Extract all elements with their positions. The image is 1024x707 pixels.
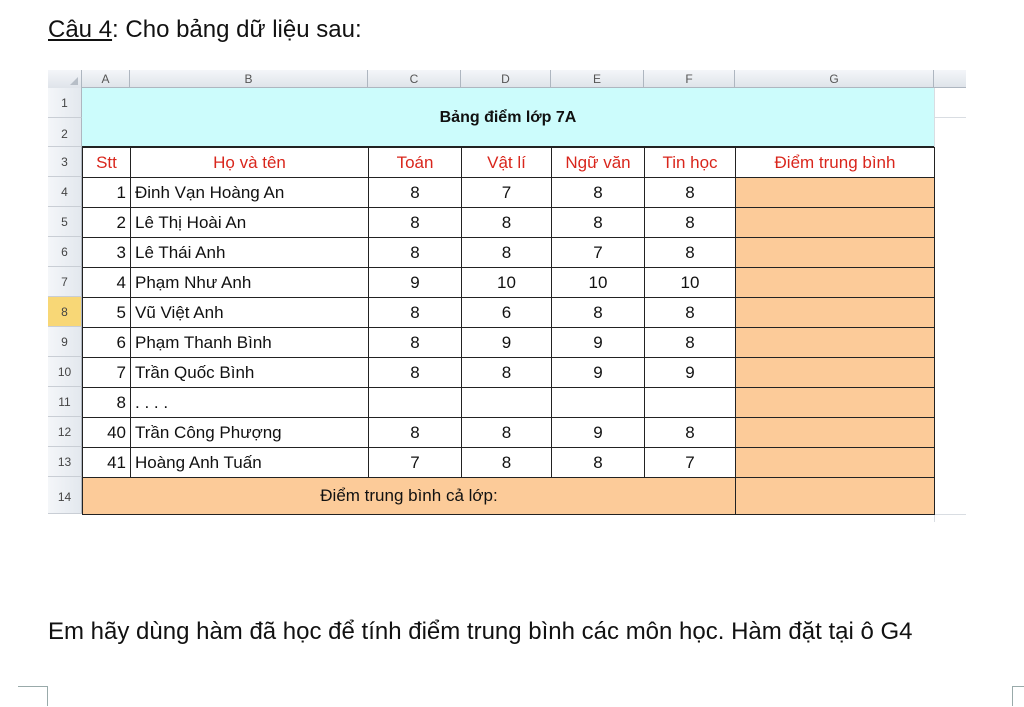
- sheet-title: Bảng điểm lớp 7A: [439, 109, 577, 126]
- header-average[interactable]: Điểm trung bình: [736, 148, 935, 178]
- cell-physics[interactable]: 10: [462, 268, 552, 298]
- row-header-10[interactable]: 10: [48, 357, 82, 387]
- instruction-text: Em hãy dùng hàm đã học để tính điểm trung bình các môn học. Hàm đặt tại ô G4: [48, 618, 913, 645]
- cell-physics[interactable]: 8: [462, 448, 552, 478]
- cell-math[interactable]: 8: [369, 238, 462, 268]
- question-text: : Cho bảng dữ liệu sau:: [112, 16, 362, 43]
- cell-informatics[interactable]: 8: [645, 208, 736, 238]
- row-header-5[interactable]: 5: [48, 207, 82, 237]
- cell-name[interactable]: Hoàng Anh Tuấn: [131, 448, 369, 478]
- table-row: [83, 238, 935, 268]
- cell-stt[interactable]: 4: [83, 268, 131, 298]
- cell-physics[interactable]: 9: [462, 328, 552, 358]
- table-row: [83, 328, 935, 358]
- row-header-12[interactable]: 12: [48, 417, 82, 447]
- cell-name[interactable]: . . . .: [131, 388, 369, 418]
- row-header-2[interactable]: 2: [48, 118, 82, 147]
- cell-informatics[interactable]: 7: [645, 448, 736, 478]
- column-header-d[interactable]: D: [461, 70, 551, 88]
- table-row: [83, 298, 935, 328]
- column-header-g[interactable]: G: [735, 70, 934, 88]
- cell-literature[interactable]: 9: [552, 328, 645, 358]
- cell-average[interactable]: [736, 418, 935, 448]
- cell-name[interactable]: Đinh Vạn Hoàng An: [131, 178, 369, 208]
- cell-literature[interactable]: 8: [552, 298, 645, 328]
- cell-math[interactable]: 8: [369, 208, 462, 238]
- cell-stt[interactable]: 41: [83, 448, 131, 478]
- cell-literature[interactable]: 9: [552, 358, 645, 388]
- table-row: [83, 418, 935, 448]
- row-header-11[interactable]: 11: [48, 387, 82, 417]
- cell-physics[interactable]: 8: [462, 208, 552, 238]
- cell-name[interactable]: Lê Thị Hoài An: [131, 208, 369, 238]
- cell-name[interactable]: Trần Công Phượng: [131, 418, 369, 448]
- table-row: [83, 268, 935, 298]
- cell-physics[interactable]: [462, 388, 552, 418]
- cell-physics[interactable]: 8: [462, 238, 552, 268]
- cell-stt[interactable]: 1: [83, 178, 131, 208]
- table-header-row: [83, 148, 935, 178]
- cell-stt[interactable]: 3: [83, 238, 131, 268]
- cell-informatics[interactable]: 8: [645, 298, 736, 328]
- cell-average[interactable]: [736, 388, 935, 418]
- column-header-c[interactable]: C: [368, 70, 461, 88]
- header-math[interactable]: Toán: [369, 148, 462, 178]
- header-name[interactable]: Họ và tên: [131, 148, 369, 178]
- row-header-9[interactable]: 9: [48, 327, 82, 357]
- header-informatics[interactable]: Tin học: [645, 148, 736, 178]
- cell-physics[interactable]: 7: [462, 178, 552, 208]
- page-corner-mark: [18, 686, 48, 706]
- table-row: [83, 208, 935, 238]
- cell-average[interactable]: [736, 358, 935, 388]
- cell-math[interactable]: [369, 388, 462, 418]
- cell-informatics[interactable]: 10: [645, 268, 736, 298]
- cell-stt[interactable]: 6: [83, 328, 131, 358]
- cell-math[interactable]: 8: [369, 178, 462, 208]
- cell-stt[interactable]: 8: [83, 388, 131, 418]
- cell-informatics[interactable]: 8: [645, 418, 736, 448]
- cell-average-g4[interactable]: [736, 178, 935, 208]
- table-row: [83, 388, 935, 418]
- row-header-8-selected[interactable]: 8: [48, 297, 82, 327]
- cell-average[interactable]: [736, 208, 935, 238]
- row-header-6[interactable]: 6: [48, 237, 82, 267]
- cell-informatics[interactable]: 8: [645, 238, 736, 268]
- table-row: [83, 448, 935, 478]
- cell-informatics[interactable]: [645, 388, 736, 418]
- cell-name[interactable]: Phạm Như Anh: [131, 268, 369, 298]
- cell-math[interactable]: 8: [369, 358, 462, 388]
- cell-informatics[interactable]: 8: [645, 328, 736, 358]
- cell-average[interactable]: [736, 268, 935, 298]
- column-header-e[interactable]: E: [551, 70, 644, 88]
- cell-informatics[interactable]: 9: [645, 358, 736, 388]
- cell-name[interactable]: Vũ Việt Anh: [131, 298, 369, 328]
- header-stt[interactable]: Stt: [83, 148, 131, 178]
- cell-average[interactable]: [736, 298, 935, 328]
- cell-average[interactable]: [736, 328, 935, 358]
- cell-name[interactable]: Phạm Thanh Bình: [131, 328, 369, 358]
- table-row: [83, 178, 935, 208]
- cell-math[interactable]: 8: [369, 298, 462, 328]
- cell-stt[interactable]: 2: [83, 208, 131, 238]
- spreadsheet: [48, 70, 966, 522]
- row-header-13[interactable]: 13: [48, 447, 82, 477]
- cell-name[interactable]: Lê Thái Anh: [131, 238, 369, 268]
- class-average-label[interactable]: Điểm trung bình cả lớp:: [83, 478, 736, 515]
- select-all-corner[interactable]: [48, 70, 82, 88]
- cell-average[interactable]: [736, 448, 935, 478]
- cell-math[interactable]: 8: [369, 418, 462, 448]
- cell-literature[interactable]: 8: [552, 208, 645, 238]
- cell-name[interactable]: Trần Quốc Bình: [131, 358, 369, 388]
- cell-literature[interactable]: 9: [552, 418, 645, 448]
- question-title: [48, 16, 362, 44]
- grade-table: [82, 147, 935, 515]
- cell-physics[interactable]: 6: [462, 298, 552, 328]
- row-header-3[interactable]: 3: [48, 147, 82, 177]
- cell-math[interactable]: 8: [369, 328, 462, 358]
- row-header-4[interactable]: 4: [48, 177, 82, 207]
- row-header-14[interactable]: 14: [48, 477, 82, 514]
- class-average-cell[interactable]: [736, 478, 935, 515]
- table-row: [83, 358, 935, 388]
- cell-literature[interactable]: [552, 388, 645, 418]
- page-corner-mark: [1012, 686, 1024, 706]
- cell-physics[interactable]: 8: [462, 418, 552, 448]
- cell-literature[interactable]: 8: [552, 178, 645, 208]
- cell-physics[interactable]: 8: [462, 358, 552, 388]
- cell-stt[interactable]: 40: [83, 418, 131, 448]
- cell-literature[interactable]: 8: [552, 448, 645, 478]
- cell-math[interactable]: 9: [369, 268, 462, 298]
- row-header-7[interactable]: 7: [48, 267, 82, 297]
- row-header-1[interactable]: 1: [48, 88, 82, 118]
- cell-literature[interactable]: 7: [552, 238, 645, 268]
- header-literature[interactable]: Ngữ văn: [552, 148, 645, 178]
- cell-stt[interactable]: 5: [83, 298, 131, 328]
- cell-informatics[interactable]: 8: [645, 178, 736, 208]
- column-header-a[interactable]: A: [82, 70, 130, 88]
- column-header-b[interactable]: B: [130, 70, 368, 88]
- cell-average[interactable]: [736, 238, 935, 268]
- footer-row: [83, 478, 935, 515]
- column-header-f[interactable]: F: [644, 70, 735, 88]
- cell-math[interactable]: 7: [369, 448, 462, 478]
- header-physics[interactable]: Vật lí: [462, 148, 552, 178]
- cell-stt[interactable]: 7: [83, 358, 131, 388]
- question-label: Câu 4: [48, 16, 113, 43]
- cell-literature[interactable]: 10: [552, 268, 645, 298]
